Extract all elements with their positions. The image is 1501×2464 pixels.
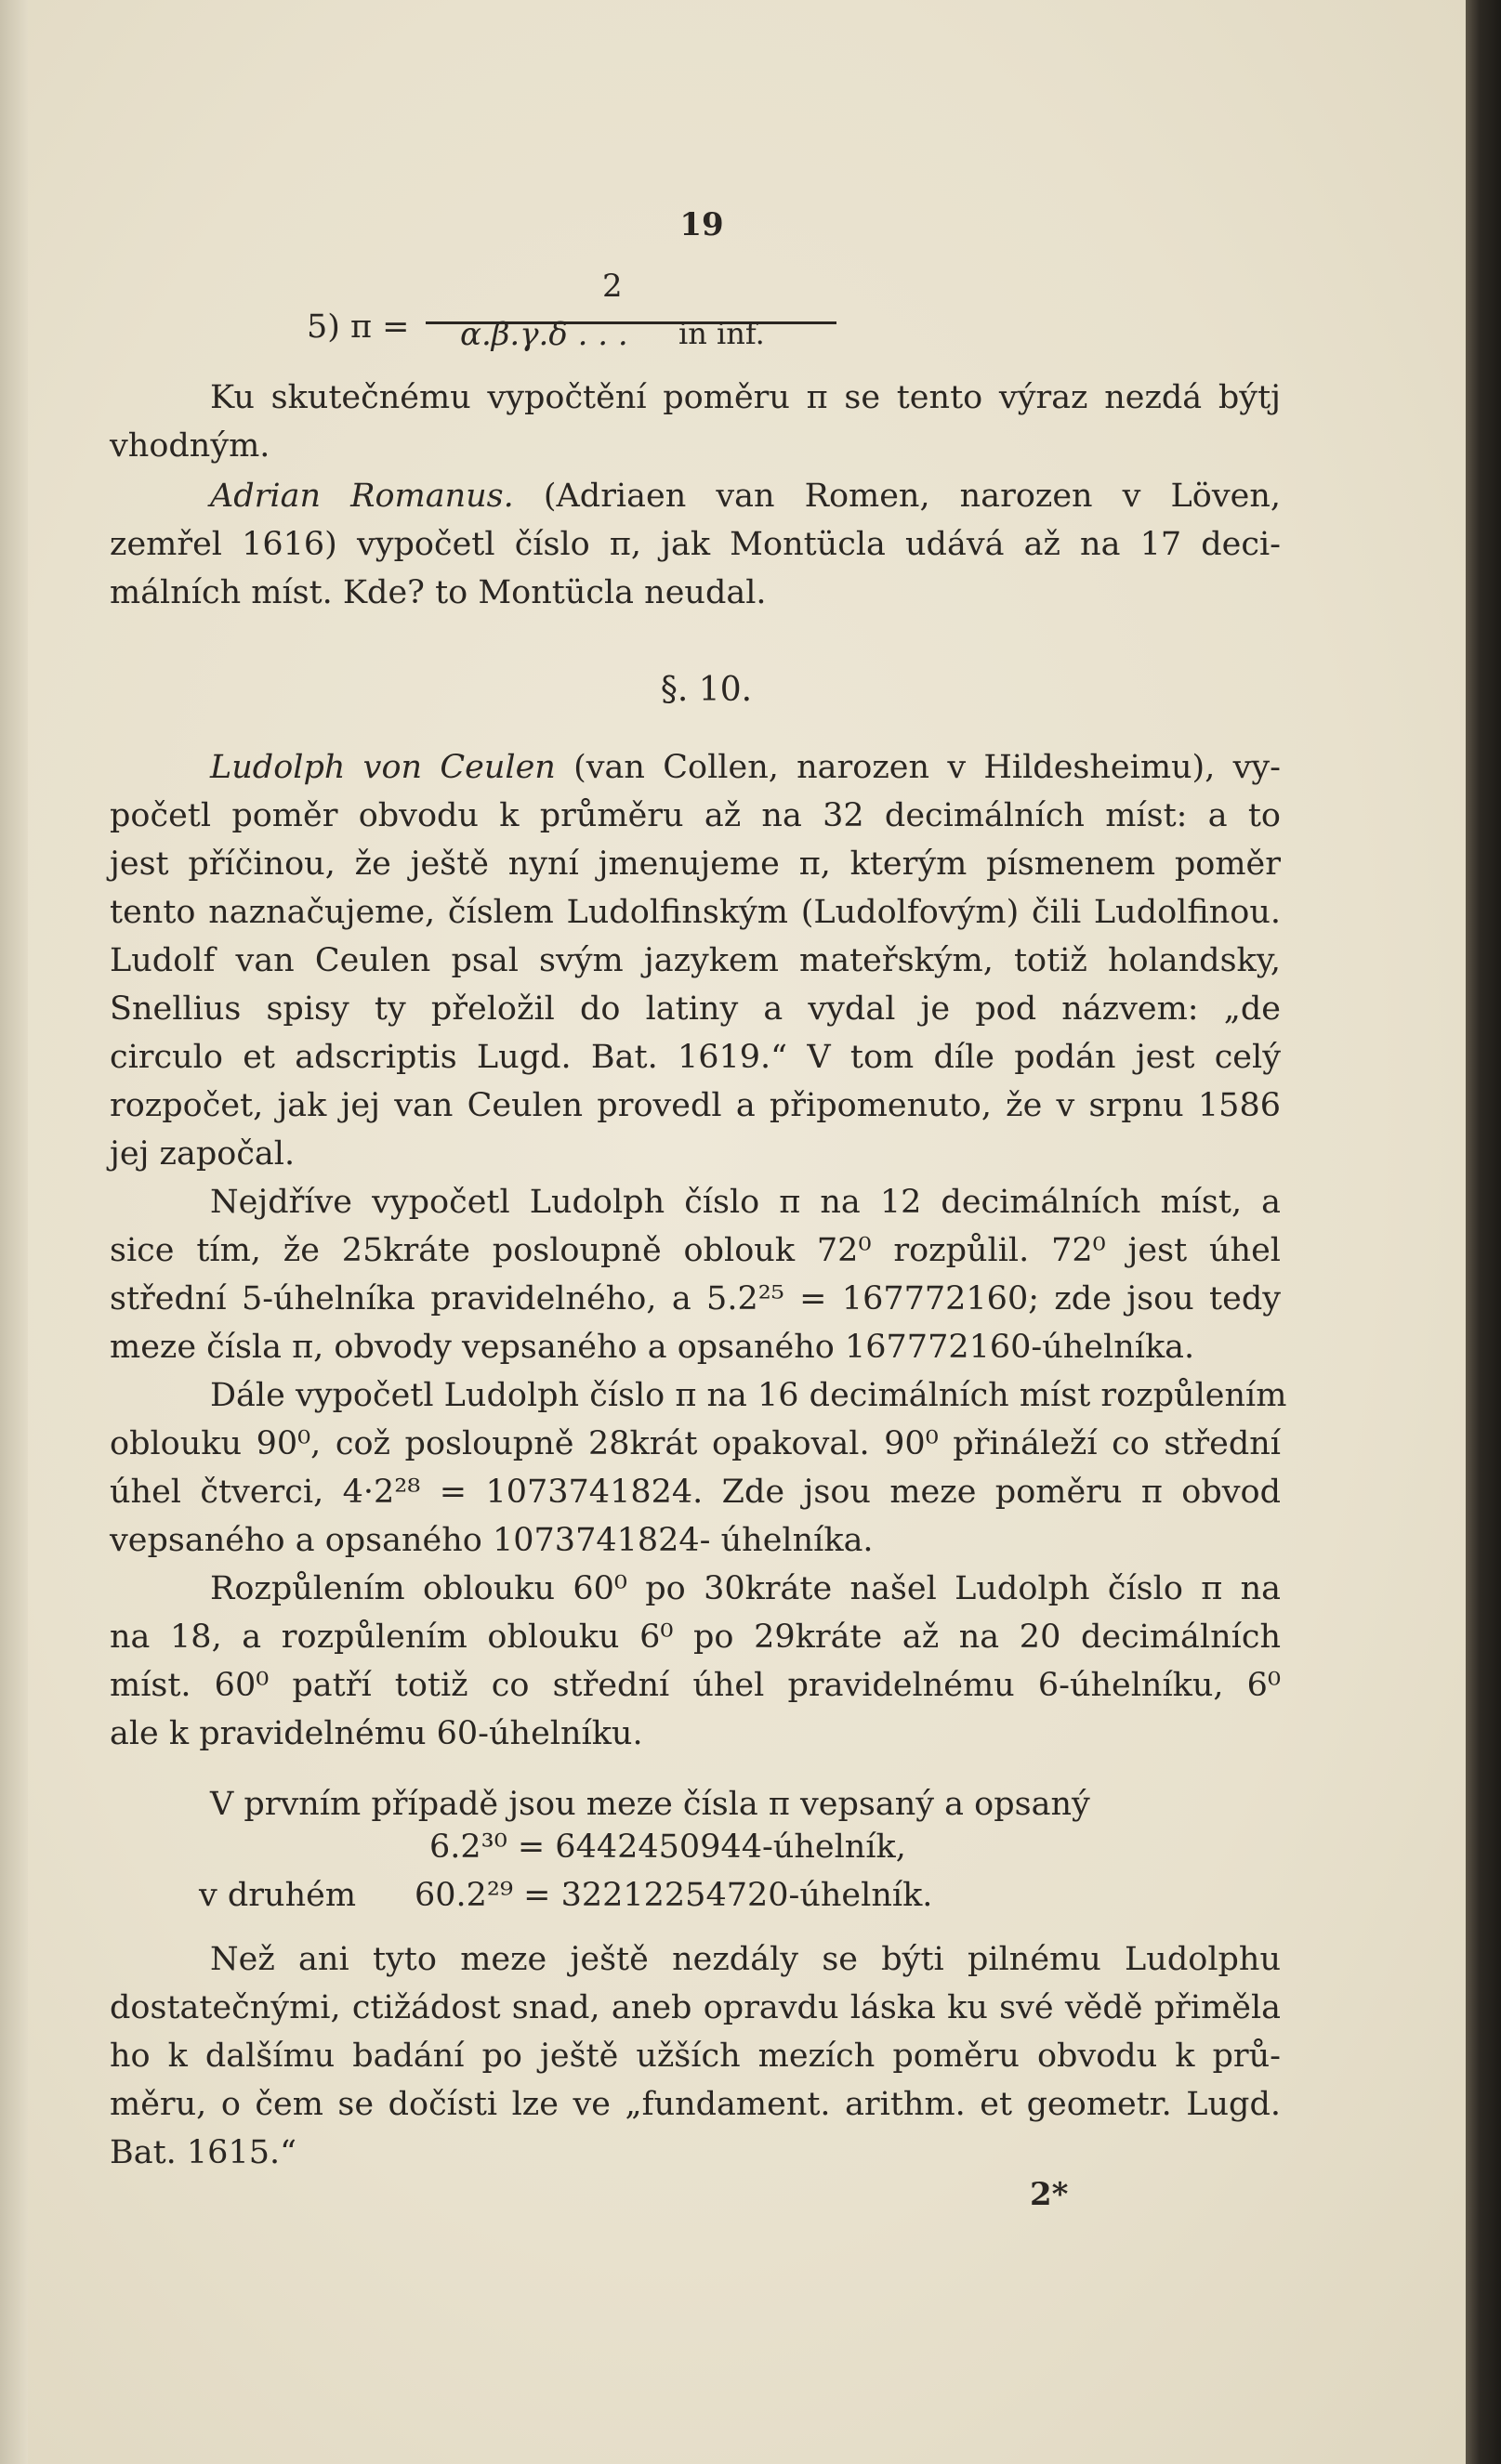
text-line: meze čísla π, obvody vepsaného a opsaného 167772160-úhelníka.	[110, 1329, 1195, 1366]
text-line: tento naznačujeme, číslem Ludolfinským (Ludolfovým) čili Ludolfinou.	[110, 894, 1281, 931]
text-line: ale k pravidelnému 60-úhelníku.	[110, 1715, 643, 1752]
text-line: Rozpůlením oblouku 60⁰ po 30kráte našel Ludolph číslo π na	[210, 1570, 1281, 1607]
text-line: sice tím, že 25kráte posloupně oblouk 72⁰ rozpůlil. 72⁰ jest úhel	[110, 1232, 1281, 1269]
paragraph-2	[110, 472, 1281, 617]
text-line: Bat. 1615.“	[110, 2134, 296, 2171]
text-line: dostatečnými, ctižádost snad, aneb opravdu láska ku své vědě přiměla	[110, 1989, 1281, 2026]
text-line: Ku skutečnému vypočtění poměru π se tento výraz nezdá býtj	[210, 379, 1281, 416]
text-line: zemřel 1616) vypočetl číslo π, jak Montücla udává až na 17 deci-	[110, 526, 1281, 563]
text-line: úhel čtverci, 4·2²⁸ = 1073741824. Zde jsou meze poměru π obvod	[110, 1474, 1281, 1511]
paragraph-5	[110, 1935, 1281, 2177]
page-number: 19	[679, 206, 724, 243]
text-line: střední 5-úhelníka pravidelného, a 5.2²⁵ = 167772160; zde jsou tedy	[110, 1280, 1281, 1317]
equation-2: 60.2²⁹ = 32212254720-úhelník.	[415, 1877, 933, 1914]
text-line: Snellius spisy ty přeložil do latiny a vydal je pod názvem: „de	[110, 990, 1281, 1028]
text-line: V prvním případě jsou meze čísla π vepsaný a opsaný	[210, 1786, 1090, 1823]
text-line: Nejdříve vypočetl Ludolph číslo π na 12 decimálních míst, a	[210, 1184, 1281, 1221]
text-line: jest příčinou, že ještě nyní jmenujeme π, kterým písmenem poměr	[110, 845, 1281, 883]
formula-label: 5) π =	[307, 308, 410, 346]
paragraph-1	[110, 374, 1281, 470]
text-line: míst. 60⁰ patří totiž co střední úhel pravidelnému 6-úhelníku, 6⁰	[110, 1667, 1281, 1704]
paragraph-3	[110, 743, 1287, 1758]
text-line: Než ani tyto meze ještě nezdály se býti pilnému Ludolphu	[210, 1941, 1281, 1978]
book-binding	[1466, 0, 1501, 2464]
text-line: ho k dalšímu badání po ještě užších mezích poměru obvodu k prů-	[110, 2038, 1281, 2075]
equation-2-label: v druhém	[199, 1877, 357, 1914]
text-line: vepsaného a opsaného 1073741824- úhelníka.	[110, 1522, 874, 1559]
text-line: Adrian Romanus. (Adriaen van Romen, narozen v Löven,	[210, 478, 1282, 515]
paragraph-4	[110, 1780, 1281, 1828]
text-line: na 18, a rozpůlením oblouku 6⁰ po 29kráte až na 20 decimálních	[110, 1619, 1281, 1656]
text-line: Ludolph von Ceulen (van Collen, narozen v Hildesheimu), vy-	[210, 749, 1281, 786]
text-line: Dále vypočetl Ludolph číslo π na 16 decimálních míst rozpůlením	[210, 1377, 1287, 1414]
section-heading: §. 10.	[660, 671, 753, 709]
text-line: početl poměr obvodu k průměru až na 32 decimálních míst: a to	[110, 797, 1281, 834]
page-left-edge	[0, 0, 28, 2464]
text-line: málních míst. Kde? to Montücla neudal.	[110, 574, 767, 611]
text-line: circulo et adscriptis Lugd. Bat. 1619.“ V tom díle podán jest celý	[110, 1039, 1281, 1076]
text-line: rozpočet, jak jej van Ceulen provedl a připomenuto, že v srpnu 1586	[110, 1087, 1281, 1124]
equation-1: 6.2³⁰ = 6442450944-úhelník,	[429, 1828, 906, 1866]
text-line: jej započal.	[110, 1135, 296, 1173]
text-line: oblouku 90⁰, což posloupně 28krát opakoval. 90⁰ přináleží co střední	[110, 1425, 1281, 1462]
formula-5	[307, 268, 827, 351]
text-line: měru, o čem se dočísti lze ve „fundament. arithm. et geometr. Lugd.	[110, 2086, 1281, 2123]
signature-mark: 2*	[1030, 2176, 1069, 2213]
formula-denominator: α.β.γ.δ . . .	[460, 316, 628, 353]
author-name: Ludolph von Ceulen	[210, 749, 556, 786]
text-line: vhodným.	[110, 427, 270, 465]
text-line: Ludolf van Ceulen psal svým jazykem mateřským, totiž holandsky,	[110, 942, 1281, 979]
formula-numerator: 2	[602, 268, 623, 305]
formula-tail: in inf.	[678, 316, 765, 351]
author-name: Adrian Romanus.	[210, 478, 514, 515]
